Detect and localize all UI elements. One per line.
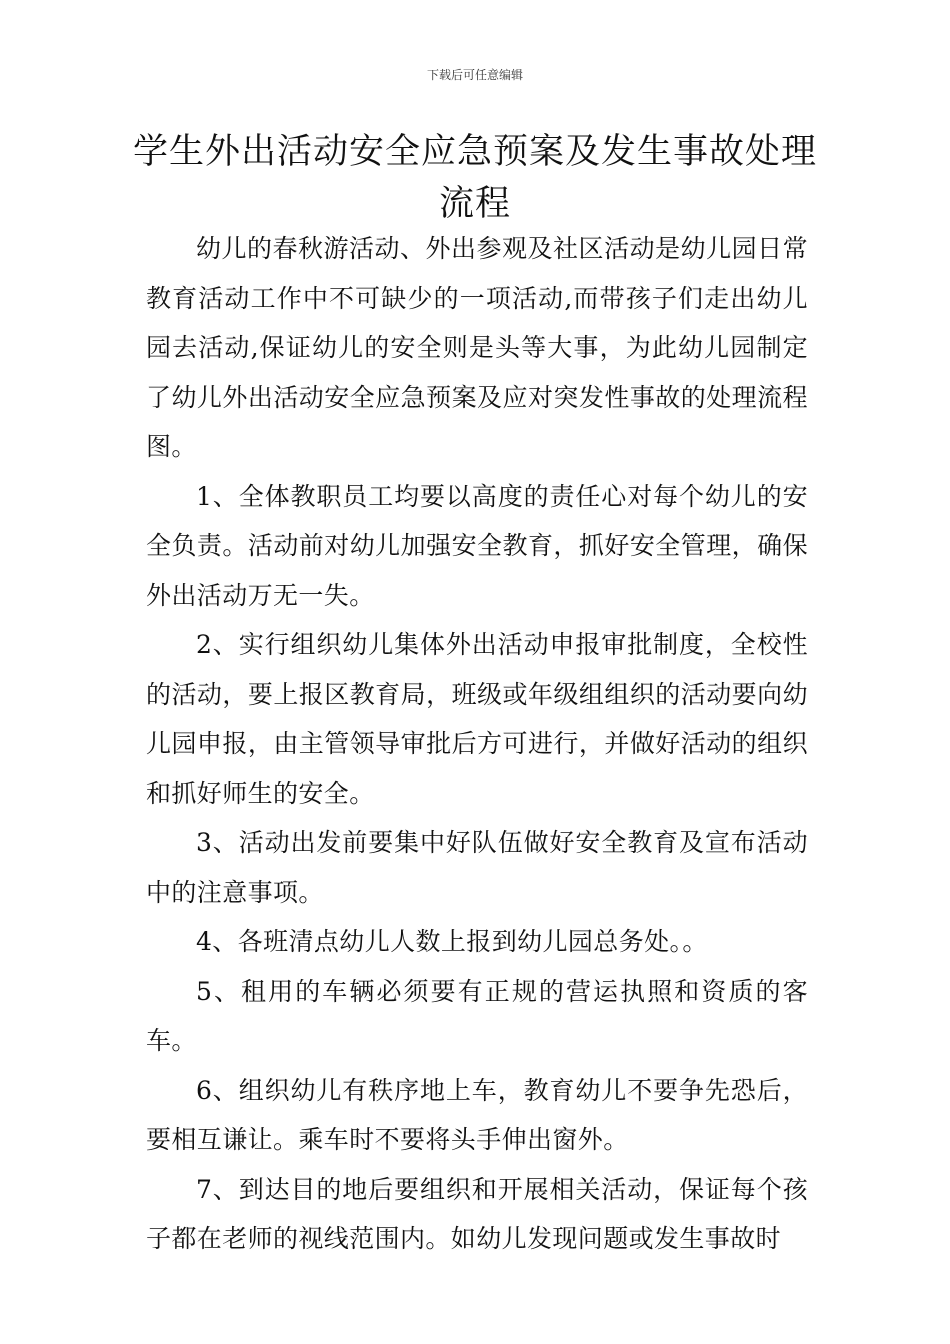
document-title: 学生外出活动安全应急预案及发生事故处理流程: [132, 132, 817, 224]
paragraph-item-4: 4、各班清点幼儿人数上报到幼儿园总务处。。: [196, 927, 708, 956]
paragraph-item-3: 3、活动出发前要集中好队伍做好安全教育及宣布活动中的注意事项。: [146, 828, 808, 907]
paragraph-item-5: 5、租用的车辆必须要有正规的营运执照和资质的客车。: [146, 976, 808, 1055]
intro-paragraph: 幼儿的春秋游活动、外出参观及社区活动是幼儿园日常教育活动工作中不可缺少的一项活动,而带孩子们走出幼儿园去活动,保证幼儿的安全则是头等大事，为此幼儿园制定了幼儿外出活动安全应急预案及应对突发性事故的处理流程图。: [146, 234, 808, 461]
paragraph-item-7: 7、到达目的地后要组织和开展相关活动，保证每个孩子都在老师的视线范围内。如幼儿发现问题或发生事故时: [146, 1174, 808, 1253]
document-body: [146, 224, 808, 1264]
paragraph-item-2: 2、实行组织幼儿集体外出活动申报审批制度，全校性的活动，要上报区教育局，班级或年级组组织的活动要向幼儿园申报，由主管领导审批后方可进行，并做好活动的组织和抓好师生的安全。: [146, 630, 808, 808]
paragraph-item-1: 1、全体教职员工均要以高度的责任心对每个幼儿的安全负责。活动前对幼儿加强安全教育，抓好安全管理，确保外出活动万无一失。: [146, 481, 808, 610]
header-note: 下载后可任意编辑: [426, 68, 523, 82]
paragraph-item-6: 6、组织幼儿有秩序地上车，教育幼儿不要争先恐后，要相互谦让。乘车时不要将头手伸出窗外。: [146, 1075, 808, 1154]
